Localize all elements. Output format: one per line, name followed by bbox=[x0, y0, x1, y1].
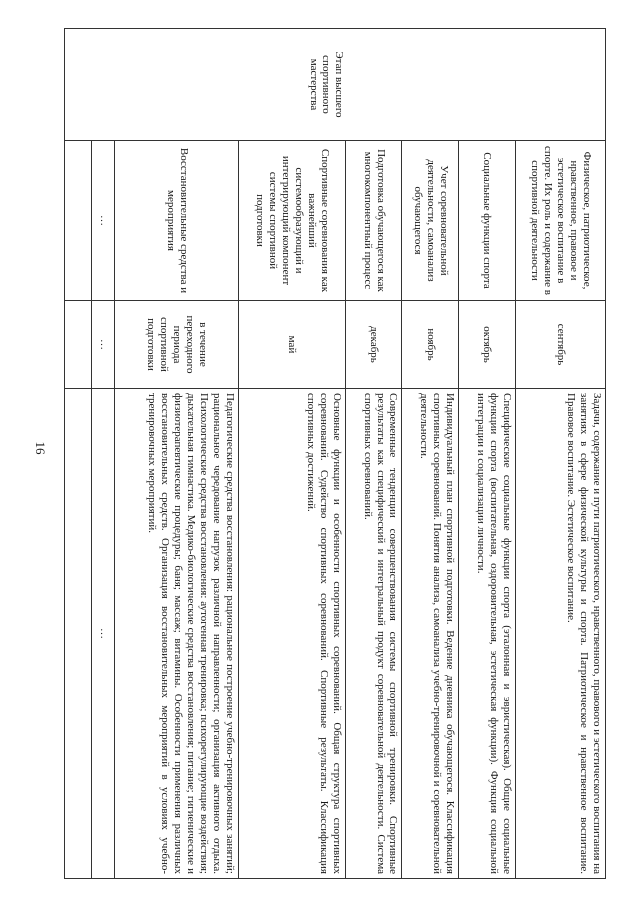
content-cell: Основные функции и особенности спортивных соревнований. Общая структура спортивных соревнований. Судейство спортивных соревнований. Спортивные результаты. Классификация спортивных достижений. bbox=[238, 389, 345, 879]
table-row bbox=[459, 29, 516, 879]
table-row bbox=[345, 29, 402, 879]
topic-cell: Спортивные соревнования как важнейший системообразующий и интегрирующий компонент системы спортивной подготовки bbox=[238, 141, 345, 301]
stage-cell bbox=[65, 29, 606, 141]
topic-cell: … bbox=[92, 141, 115, 301]
period-cell: ноябрь bbox=[402, 301, 459, 389]
empty-cell bbox=[65, 141, 92, 301]
period-cell: май bbox=[238, 301, 345, 389]
content-cell: Индивидуальный план спортивной подготовки. Ведение дневника обучающегося. Классификация спортивных соревнований. Понятия анализа, самоанализа учебно-тренировочной и соревновательной деятельности. bbox=[402, 389, 459, 879]
table-sheet bbox=[64, 28, 606, 878]
period-cell: октябрь bbox=[459, 301, 516, 389]
table-row bbox=[115, 29, 239, 879]
stage-label: Этап высшего спортивного мастерства bbox=[307, 51, 346, 118]
table-row-empty bbox=[65, 29, 92, 879]
curriculum-table bbox=[64, 28, 606, 879]
content-cell: Специфические социальные функции спорта (эталонная и эвристическая). Общие социальные функции спорта (воспитательная, оздоровительная, эстетическая функции). Функция социальной интеграции и социализации личности. bbox=[459, 389, 516, 879]
content-cell: … bbox=[92, 389, 115, 879]
topic-cell: Восстановительные средства и мероприятия bbox=[115, 141, 239, 301]
content-cell: Педагогические средства восстановления: рациональное построение учебно-тренировочных занятий; рациональное чередование нагрузок различной направленности; организация активного отдыха. Психологические средства восстановления: аутогенная тренировка; психорегулирующие воздействия; дыхательная гимнастика. Медико-биологические средства восстановления; питание; гигиенические и физиотерапевтические процедуры; баня; массаж; витамины. Особенности применения различных восстановительных средств. Организация восстановительных мероприятий в условиях учебно-тренировочных мероприятий. bbox=[115, 389, 239, 879]
topic-cell: Подготовка обучающегося как многокомпонентный процесс bbox=[345, 141, 402, 301]
table-row bbox=[238, 29, 345, 879]
page-number: 16 bbox=[33, 441, 48, 455]
topic-cell: Социальные функции спорта bbox=[459, 141, 516, 301]
rotated-table-area bbox=[64, 28, 606, 878]
empty-cell bbox=[65, 389, 92, 879]
content-cell: Современные тенденции совершенствования системы спортивной тренировки. Спортивные результаты как специфический и интегральный продукт соревновательной деятельности. Система спортивных соревнований. bbox=[345, 389, 402, 879]
table-row bbox=[515, 29, 605, 879]
topic-cell: Физическое, патриотическое, нравственное, правовое и эстетическое воспитание в спорте. Их роль и содержание в спортивной деятельности bbox=[515, 141, 605, 301]
period-cell: … bbox=[92, 301, 115, 389]
period-cell: декабрь bbox=[345, 301, 402, 389]
empty-cell bbox=[65, 301, 92, 389]
topic-cell: Учет соревновательной деятельности, самоанализ обучающегося bbox=[402, 141, 459, 301]
period-cell: в течение переходного периода спортивной подготовки bbox=[115, 301, 239, 389]
content-cell: Задачи, содержание и пути патриотического, нравственного, правового и эстетического воспитания на занятиях в сфере физической культуры и спорта. Патриотическое и нравственное воспитание. Правовое воспитание. Эстетическое воспитание. bbox=[515, 389, 605, 879]
table-row bbox=[92, 29, 115, 879]
table-row bbox=[402, 29, 459, 879]
period-cell: сентябрь bbox=[515, 301, 605, 389]
